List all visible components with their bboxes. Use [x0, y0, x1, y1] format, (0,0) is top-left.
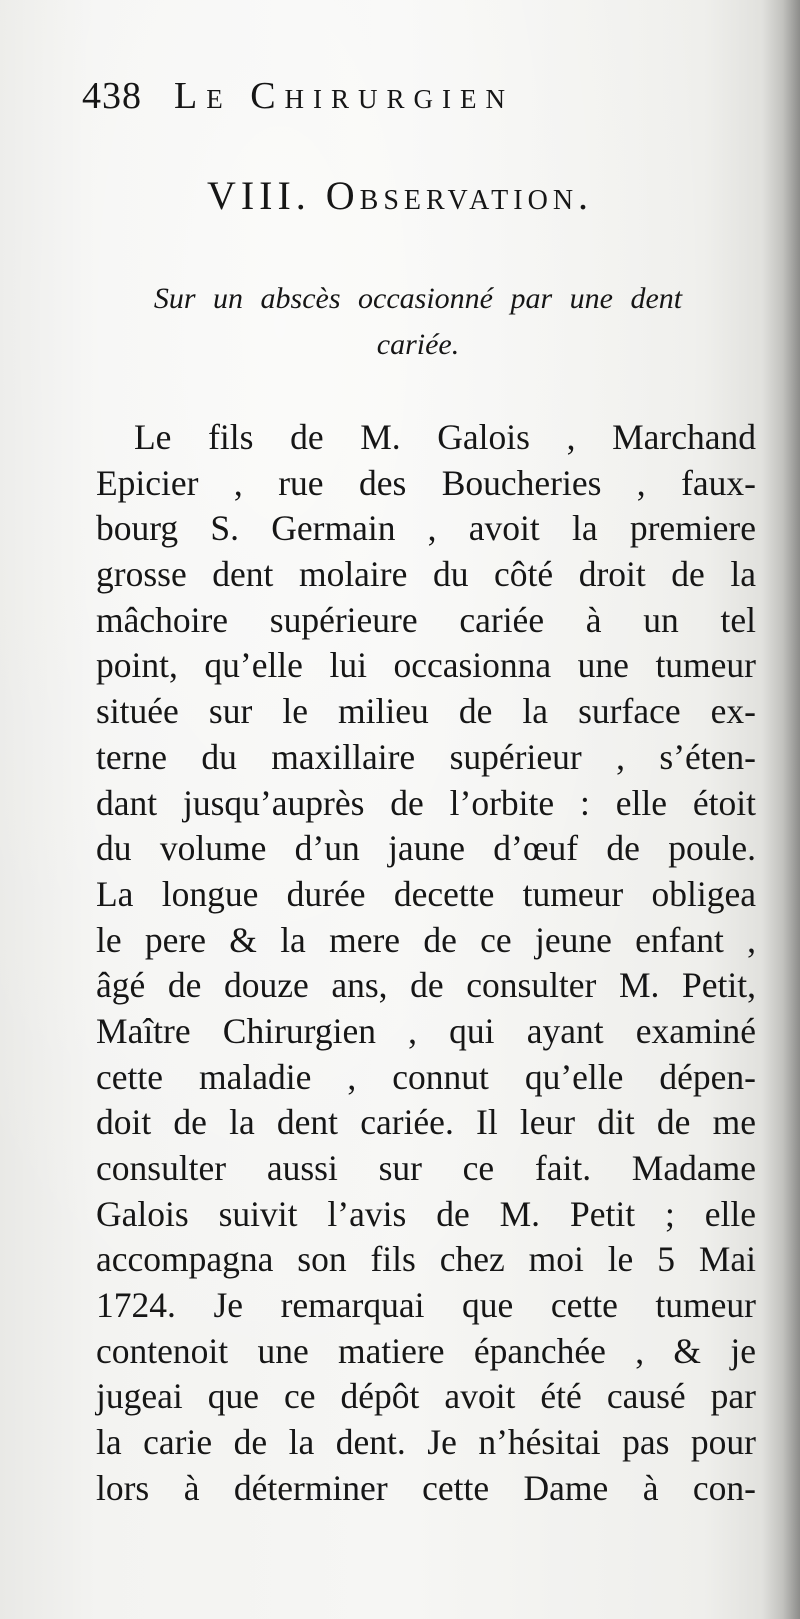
text-line: point, qu’elle lui occasionna une tumeur [96, 645, 756, 686]
text-line: Galois suivit l’avis de M. Petit ; elle [96, 1193, 756, 1234]
text-line: jugeai que ce dépôt avoit été causé par [96, 1376, 756, 1417]
text-line: du volume d’un jaune d’œuf de poule. [96, 828, 756, 869]
text-line: terne du maxillaire supérieur , s’éten- [96, 736, 756, 777]
subtitle-line: cariée. [376, 328, 460, 361]
text-line: Maître Chirurgien , qui ayant examiné [96, 1010, 756, 1051]
text-line: contenoit une matiere épanchée , & je [96, 1330, 756, 1371]
text-line: doit de la dent cariée. Il leur dit de me [96, 1102, 756, 1143]
text-line: grosse dent molaire du côté droit de la [96, 554, 756, 595]
text-line: mâchoire supérieure cariée à un tel [96, 599, 756, 640]
text-line: la carie de la dent. Je n’hésitai pas pour [96, 1422, 756, 1463]
observation-heading: VIII. Observation. [206, 173, 594, 218]
text-line: dant jusqu’auprès de l’orbite : elle étoit [96, 782, 756, 823]
page-number: 438 [82, 75, 142, 117]
text-line: bourg S. Germain , avoit la premiere [96, 508, 756, 549]
text-line: âgé de douze ans, de consulter M. Petit, [96, 965, 756, 1006]
text-line: cette maladie , connut qu’elle dépen- [96, 1056, 756, 1097]
text-line: située sur le milieu de la surface ex- [96, 691, 756, 732]
text-line: accompagna son fils chez moi le 5 Mai [96, 1239, 756, 1280]
running-header [82, 74, 722, 124]
body-paragraph [96, 415, 756, 1512]
page-gutter-shadow [762, 0, 800, 1619]
text-line: La longue durée decette tumeur obligea [96, 873, 756, 914]
observation-subtitle [88, 276, 748, 368]
text-line: Epicier , rue des Boucheries , faux- [96, 462, 756, 503]
text-line: 1724. Je remarquai que cette tumeur [96, 1285, 756, 1326]
text-line: Le fils de M. Galois , Marchand [134, 417, 756, 457]
subtitle-line: Sur un abscès occasionné par une dent [153, 282, 683, 315]
text-line: lors à déterminer cette Dame à con- [96, 1467, 756, 1508]
text-line: le pere & la mere de ce jeune enfant , [96, 919, 756, 960]
text-line: consulter aussi sur ce fait. Madame [96, 1148, 756, 1188]
running-title: Le Chirurgien [174, 75, 515, 117]
